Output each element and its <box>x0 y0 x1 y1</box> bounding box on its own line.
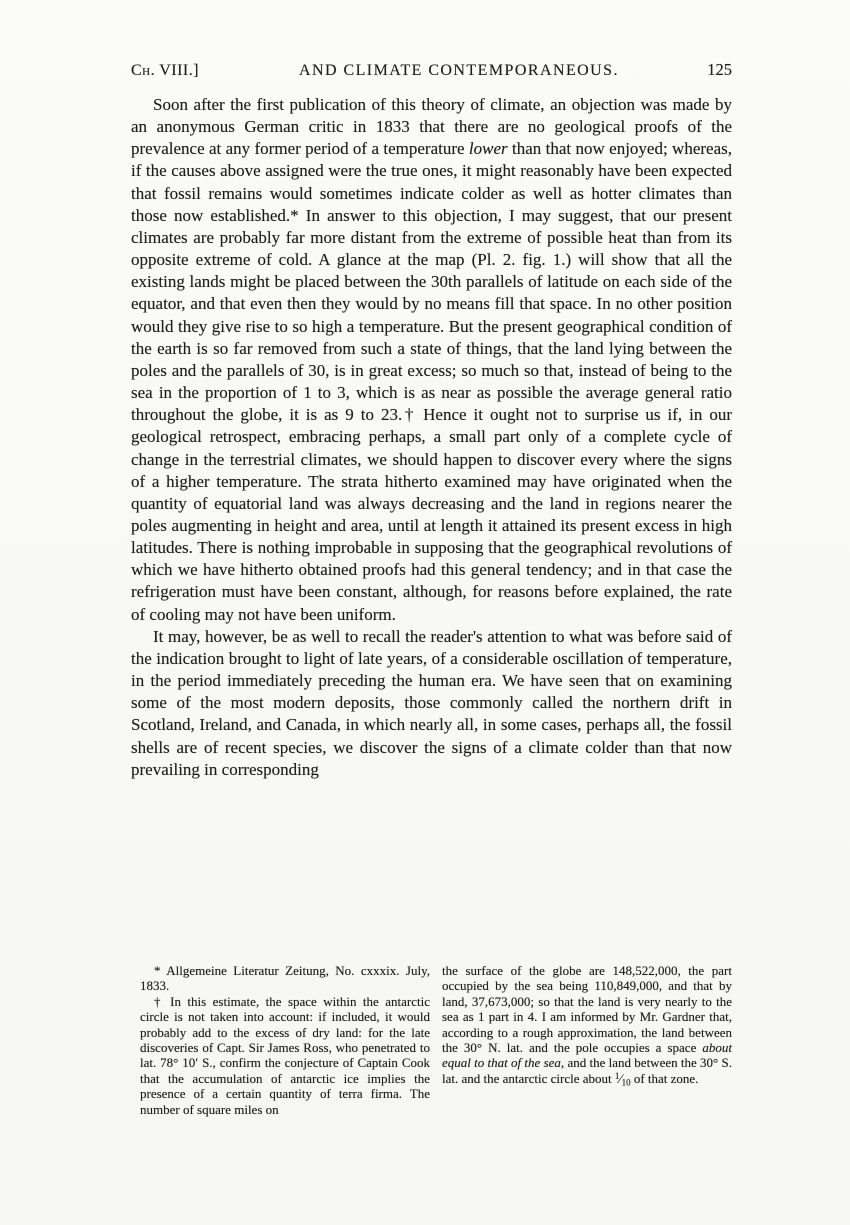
page-header <box>131 60 732 80</box>
page-number: 125 <box>707 60 732 79</box>
running-title: AND CLIMATE CONTEMPORANEOUS. <box>299 62 619 79</box>
page-body <box>131 94 732 781</box>
footnote-column-right <box>442 963 732 1117</box>
footnotes-section <box>140 963 732 1117</box>
body-paragraph-2: It may, however, be as well to recall the reader's attention to what was before said of the indication brought to light of late years, of a considerable oscillation of temperature, in the period immediately preceding the human era. We have seen that on examining some of the most modern deposits, those commonly called the northern drift in Scotland, Ireland, and Canada, in which nearly all, in some cases, perhaps all, the fossil shells are of recent species, we discover the signs of a climate colder than that now prevailing in corresponding <box>131 626 732 779</box>
footnote-asterisk: * Allgemeine Literatur Zeitung, No. cxxxix. July, 1833. <box>140 963 430 994</box>
body-paragraph-1: Soon after the first publication of this theory of climate, an objection was made by an anonymous German critic in 1833 that there are no geological proofs of the prevalence at any former period of a temperature lower than that now enjoyed; whereas, if the causes above assigned were the true ones, it might reasonably have been expected that fossil remains would sometimes indicate colder as well as hotter climates than those now established.* In answer to this objection, I may suggest, that our present climates are probably far more distant from the extreme of possible heat than from its opposite extreme of cold. A glance at the map (Pl. 2. fig. 1.) will show that all the existing lands might be placed between the 30th parallels of latitude on each side of the equator, and that even then they would by no means fill that space. In no other position would they give rise to so high a temperature. But the present geographical condition of the earth is so far removed from such a state of things, that the land lying between the poles and the parallels of 30, is in great excess; so much so that, instead of being to the sea in the proportion of 1 to 3, which is as near as possible the average general ratio throughout the globe, it is as 9 to 23.† Hence it ought not to surprise us if, in our geological retrospect, embracing perhaps, a small part only of a complete cycle of change in the terrestrial climates, we should happen to discover every where the signs of a higher temperature. The strata hitherto examined may have originated when the quantity of equatorial land was always decreasing and the land in regions nearer the poles augmenting in height and area, until at length it attained its present excess in high latitudes. There is nothing improbable in supposing that the geographical revolutions of which we have hitherto obtained proofs had this general tendency; and in that case the refrigeration must have been constant, although, for reasons before explained, the rate of cooling may not have been uniform. <box>131 95 732 624</box>
chapter-label: Ch. VIII.] <box>131 62 199 79</box>
footnote-dagger: † In this estimate, the space within the antarctic circle is not taken into account: if included, it would probably add to the excess of dry land: for the late discoveries of Capt. Sir James Ross, who penetrated to lat. 78° 10′ S., confirm the conjecture of Captain Cook that the accumulation of antarctic ice implies the presence of a certain quantity of terra firma. The number of square miles on <box>140 993 430 1117</box>
footnote-continuation: the surface of the globe are 148,522,000, the part occupied by the sea being 110,849,000, and that by land, 37,673,000; so that the land is very nearly to the sea as 1 part in 4. I am informed by Mr. Gardner that, according to a rough approximation, the land between the 30° N. lat. and the pole occupies a space about equal to that of the sea, and the land between the 30° S. lat. and the antarctic circle about $^1⁄_{10}$ of that zone. <box>442 963 732 1088</box>
footnote-column-left <box>140 963 430 1117</box>
